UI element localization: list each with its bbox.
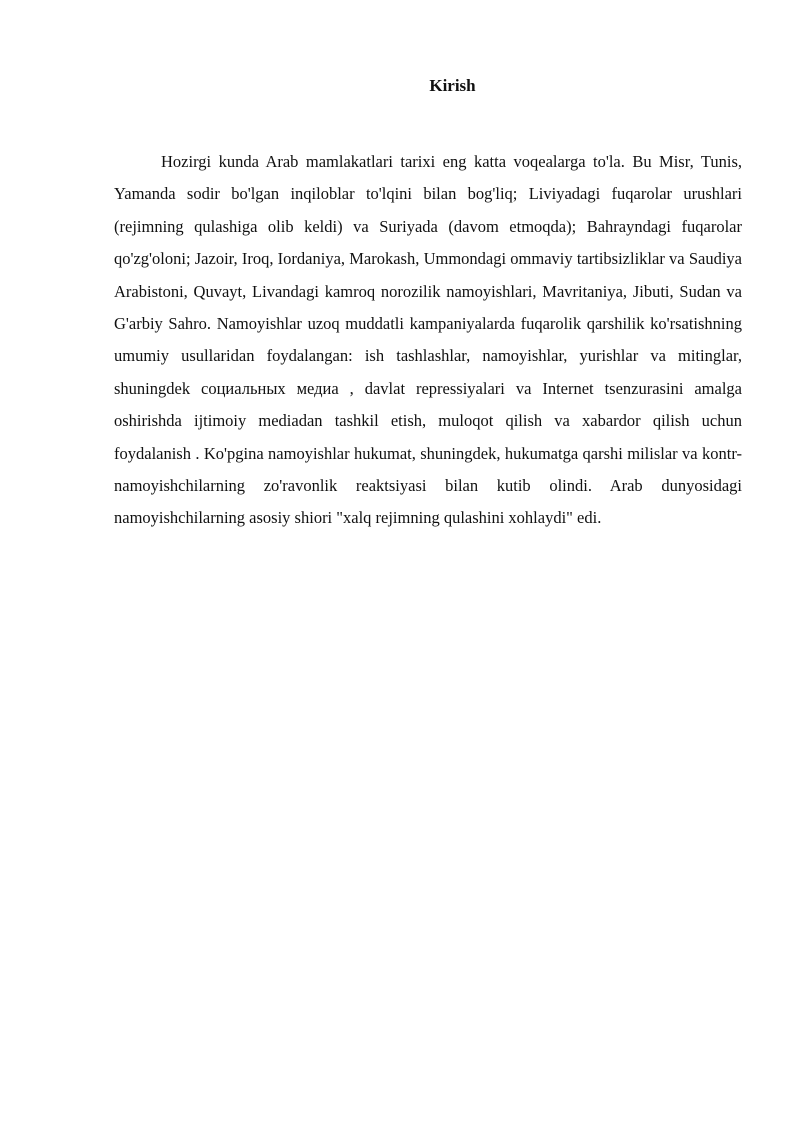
- body-paragraph: Hozirgi kunda Arab mamlakatlari tarixi eng katta voqealarga to'la. Bu Misr, Tunis, Yamanda sodir bo'lgan inqiloblar to'lqini bilan bog'liq; Liviyadagi fuqarolar urushlari (rejimning qulashiga olib keldi) va Suriyada (davom etmoqda); Bahrayndagi fuqarolar qo'zg'oloni; Jazoir, Iroq, Iordaniya, Marokash, Ummondagi ommaviy tartibsizliklar va Saudiya Arabistoni, Quvayt, Livandagi kamroq norozilik namoyishlari, Mavritaniya, Jibuti, Sudan va G'arbiy Sahro. Namoyishlar uzoq muddatli kampaniyalarda fuqarolik qarshilik ko'rsatishning umumiy usullaridan foydalangan: ish tashlashlar, namoyishlar, yurishlar va mitinglar, shuningdek социальных медиа , davlat repressiyalari va Internet tsenzurasini amalga oshirishda ijtimoiy mediadan tashkil etish, muloqot qilish va xabardor qilish uchun foydalanish . Ko'pgina namoyishlar hukumat, shuningdek, hukumatga qarshi milislar va kontr-namoyishchilarning zo'ravonlik reaktsiyasi bilan kutib olindi. Arab dunyosidagi namoyishchilarning asosiy shiori "xalq rejimning qulashini xohlaydi" edi.: [114, 152, 742, 528]
- page-title: Kirish: [429, 76, 476, 95]
